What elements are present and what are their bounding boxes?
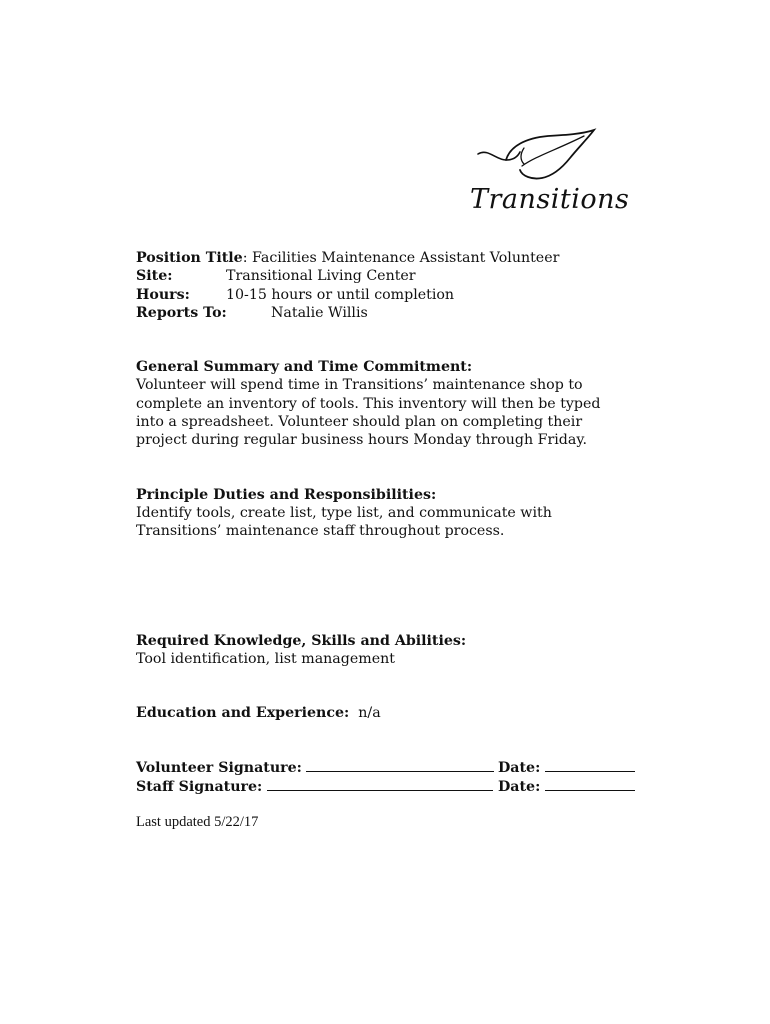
hours-row xyxy=(136,286,656,304)
staff-date-label: Date: xyxy=(498,778,541,795)
site-row xyxy=(136,267,656,285)
volunteer-signature-row xyxy=(136,759,656,777)
document-body xyxy=(136,249,656,796)
duties-line: Identify tools, create list, type list, and communicate with xyxy=(136,504,552,521)
summary-heading: General Summary and Time Commitment: xyxy=(136,359,473,376)
volunteer-date-line[interactable] xyxy=(545,759,635,772)
reports-to-label: Reports To: xyxy=(136,304,227,321)
hours-value: 10-15 hours or until completion xyxy=(226,286,455,303)
last-updated-note: Last updated 5/22/17 xyxy=(136,814,259,830)
hours-label: Hours: xyxy=(136,286,190,303)
staff-signature-label: Staff Signature: xyxy=(136,778,263,795)
staff-signature-line[interactable] xyxy=(267,778,493,791)
volunteer-date-label: Date: xyxy=(498,760,541,777)
summary-line: complete an inventory of tools. This inventory will then be typed xyxy=(136,395,601,412)
site-label: Site: xyxy=(136,268,173,285)
ksa-heading: Required Knowledge, Skills and Abilities: xyxy=(136,632,467,649)
position-title-label: Position Title xyxy=(136,250,243,266)
education-row xyxy=(136,704,656,722)
logo-wordmark: Transitions xyxy=(470,184,630,215)
summary-line: into a spreadsheet. Volunteer should plan on completing their xyxy=(136,414,583,431)
duties-line: Transitions’ maintenance staff throughout process. xyxy=(136,523,505,540)
position-title-separator: : xyxy=(242,250,248,266)
duties-heading: Principle Duties and Responsibilities: xyxy=(136,486,437,503)
reports-to-row xyxy=(136,304,656,322)
position-title-row xyxy=(136,249,656,267)
leaf-icon xyxy=(466,126,630,218)
staff-signature-row xyxy=(136,778,656,796)
ksa-text: Tool identification, list management xyxy=(136,650,395,667)
transitions-logo xyxy=(466,126,630,218)
volunteer-signature-label: Volunteer Signature: xyxy=(136,760,302,777)
site-value: Transitional Living Center xyxy=(226,268,416,285)
summary-line: project during regular business hours Monday through Friday. xyxy=(136,432,587,449)
volunteer-signature-line[interactable] xyxy=(306,759,494,772)
staff-date-group xyxy=(498,778,635,796)
volunteer-date-group xyxy=(498,759,635,777)
position-title-value: Facilities Maintenance Assistant Volunteer xyxy=(247,250,560,266)
education-heading: Education and Experience: xyxy=(136,705,350,722)
staff-date-line[interactable] xyxy=(545,778,635,791)
reports-to-value: Natalie Willis xyxy=(271,304,368,321)
summary-line: Volunteer will spend time in Transitions’ maintenance shop to xyxy=(136,377,583,394)
education-value: n/a xyxy=(358,705,381,722)
